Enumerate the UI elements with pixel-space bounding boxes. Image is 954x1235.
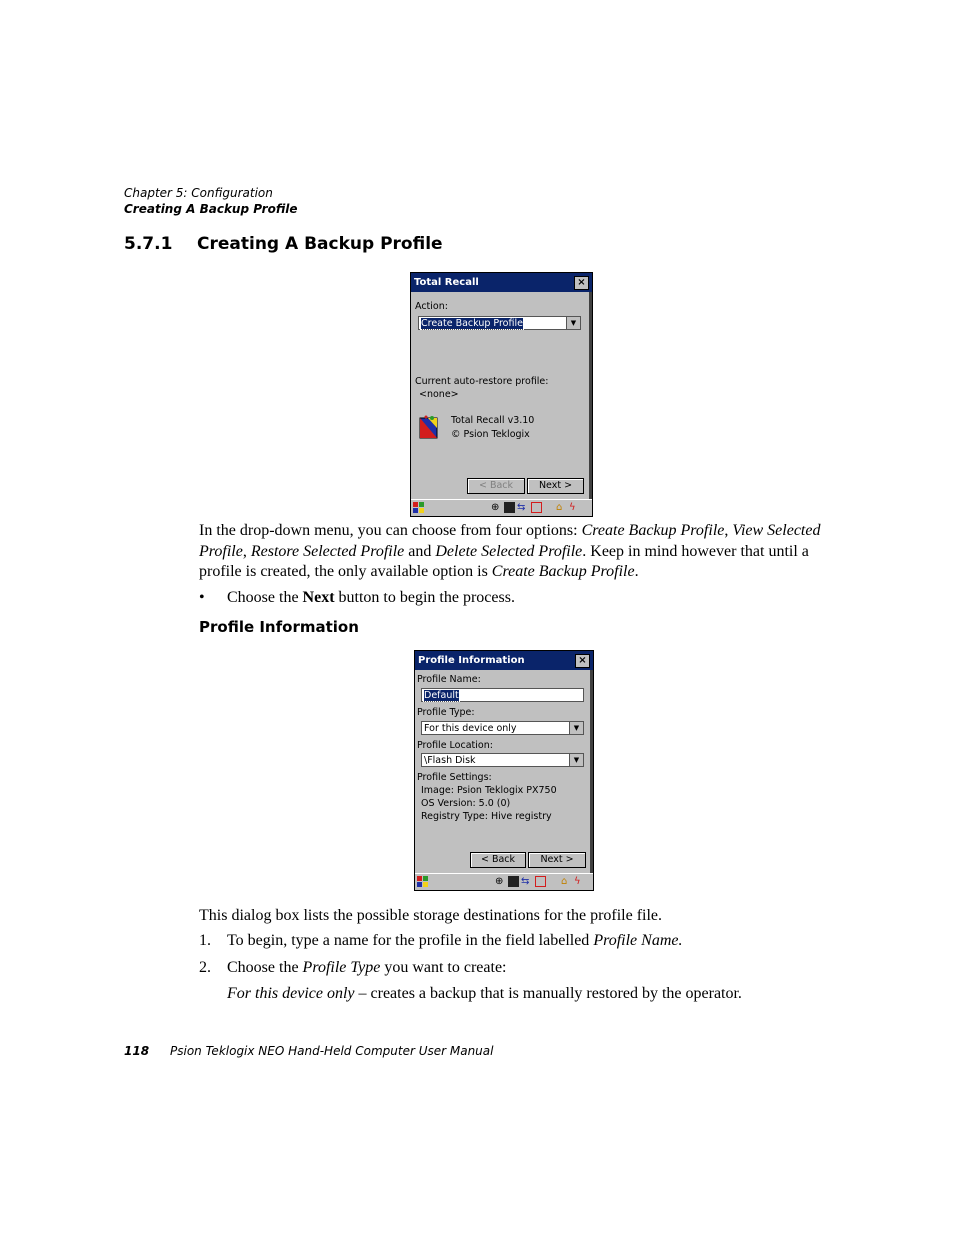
text-run: Choose the <box>227 589 303 606</box>
profile-type-label: Profile Type: <box>417 707 475 718</box>
action-dropdown[interactable] <box>418 316 581 330</box>
profile-type-value: For this device only <box>424 723 517 734</box>
profile-location-dropdown[interactable] <box>421 753 584 767</box>
action-value: Create Backup Profile <box>421 318 523 329</box>
action-label: Action: <box>415 301 448 312</box>
network-icon[interactable]: ⊕ <box>491 502 500 513</box>
auto-restore-value: <none> <box>419 389 459 400</box>
bullet-marker: • <box>199 589 205 606</box>
status-icon[interactable] <box>531 502 542 513</box>
close-button[interactable]: × <box>574 276 589 290</box>
option-create: Create Backup Profile <box>581 522 725 539</box>
screen-edge <box>589 273 592 516</box>
option-description <box>227 985 742 1003</box>
profile-type-dropdown[interactable] <box>421 721 584 735</box>
battery-icon[interactable] <box>504 502 515 513</box>
start-flag-icon[interactable] <box>417 876 428 887</box>
profile-name-label: Profile Name: <box>417 674 481 685</box>
next-button[interactable]: Next > <box>527 478 584 494</box>
step-number: 1. <box>199 932 211 949</box>
text-run: you want to create: <box>380 959 507 976</box>
profile-settings-label: Profile Settings: <box>417 772 492 783</box>
profile-location-value: \Flash Disk <box>424 755 476 766</box>
step-1 <box>199 932 682 950</box>
option-view: View Selected Profile <box>199 522 821 560</box>
status-icon[interactable] <box>535 876 546 887</box>
close-button[interactable]: × <box>575 654 590 668</box>
running-header-chapter: Chapter 5: Configuration <box>124 186 273 200</box>
option-create-only: Create Backup Profile <box>491 563 635 580</box>
text-run: and <box>404 542 436 560</box>
manual-title: Psion Teklogix NEO Hand-Held Computer User Manual <box>170 1044 494 1058</box>
os-version-setting: OS Version: 5.0 (0) <box>421 798 511 809</box>
section-heading <box>124 234 443 254</box>
battery-icon[interactable] <box>508 876 519 887</box>
text-run: , <box>724 522 733 539</box>
app-copyright: © Psion Teklogix <box>451 429 530 440</box>
app-name: Total Recall v3.10 <box>451 415 535 426</box>
total-recall-app-icon <box>419 415 439 439</box>
bullet-item <box>199 589 515 607</box>
profile-location-label: Profile Location: <box>417 740 493 751</box>
text-run: In the drop-down menu, you can choose from four options: <box>199 522 582 539</box>
chevron-down-icon[interactable]: ▼ <box>569 754 583 766</box>
total-recall-screenshot <box>410 272 593 517</box>
registry-type-setting: Registry Type: Hive registry <box>421 811 552 822</box>
profile-name-emphasis: Profile Name. <box>593 932 683 949</box>
back-button[interactable]: < Back <box>467 478 525 494</box>
option-restore: Restore Selected Profile <box>250 542 405 560</box>
running-header-section: Creating A Backup Profile <box>124 202 298 216</box>
image-setting: Image: Psion Teklogix PX750 <box>421 785 557 796</box>
section-title: Creating A Backup Profile <box>197 234 443 254</box>
subheading: Profile Information <box>199 618 359 636</box>
back-button[interactable]: < Back <box>470 852 526 868</box>
start-flag-icon[interactable] <box>413 502 424 513</box>
option-delete: Delete Selected Profile <box>435 542 583 560</box>
text-run: . Keep in mind however that until a profile is created, the only available option is <box>199 542 809 580</box>
text-run: To begin, type a name for the profile in the field labelled <box>227 932 594 949</box>
profile-type-emphasis: Profile Type <box>302 959 381 976</box>
step-2 <box>199 959 506 977</box>
taskbar <box>411 499 592 516</box>
intro-paragraph <box>199 521 824 583</box>
profile-name-input[interactable] <box>421 688 584 702</box>
auto-restore-label: Current auto-restore profile: <box>415 376 549 387</box>
section-number: 5.7.1 <box>124 234 173 254</box>
text-run: button to begin the process. <box>334 589 515 606</box>
chevron-down-icon[interactable]: ▼ <box>569 722 583 734</box>
keyboard-lock-icon[interactable]: ⌂ <box>561 876 568 887</box>
option-name: For this device only – <box>227 985 371 1002</box>
power-icon[interactable]: ϟ <box>569 502 576 513</box>
chevron-down-icon[interactable]: ▼ <box>566 317 580 329</box>
text-run: Choose the <box>227 959 303 976</box>
connection-icon[interactable]: ⇆ <box>521 876 530 887</box>
page-number: 118 <box>124 1044 150 1058</box>
taskbar <box>415 873 593 890</box>
connection-icon[interactable]: ⇆ <box>517 502 526 513</box>
window-title: Total Recall <box>411 273 592 292</box>
next-emphasis: Next <box>302 589 335 606</box>
step-number: 2. <box>199 959 211 976</box>
text-run: , <box>242 542 251 560</box>
network-icon[interactable]: ⊕ <box>495 876 504 887</box>
keyboard-lock-icon[interactable]: ⌂ <box>556 502 563 513</box>
window-title: Profile Information <box>415 651 593 670</box>
next-button[interactable]: Next > <box>528 852 586 868</box>
text-run: creates a backup that is manually restored by the operator. <box>370 985 742 1002</box>
profile-information-screenshot <box>414 650 594 891</box>
power-icon[interactable]: ϟ <box>574 876 581 887</box>
page-footer <box>124 1044 493 1058</box>
profile-name-value: Default <box>424 690 459 701</box>
screen-edge <box>590 651 593 890</box>
storage-paragraph: This dialog box lists the possible storage destinations for the profile file. <box>199 907 663 924</box>
text-run: . <box>634 563 639 580</box>
